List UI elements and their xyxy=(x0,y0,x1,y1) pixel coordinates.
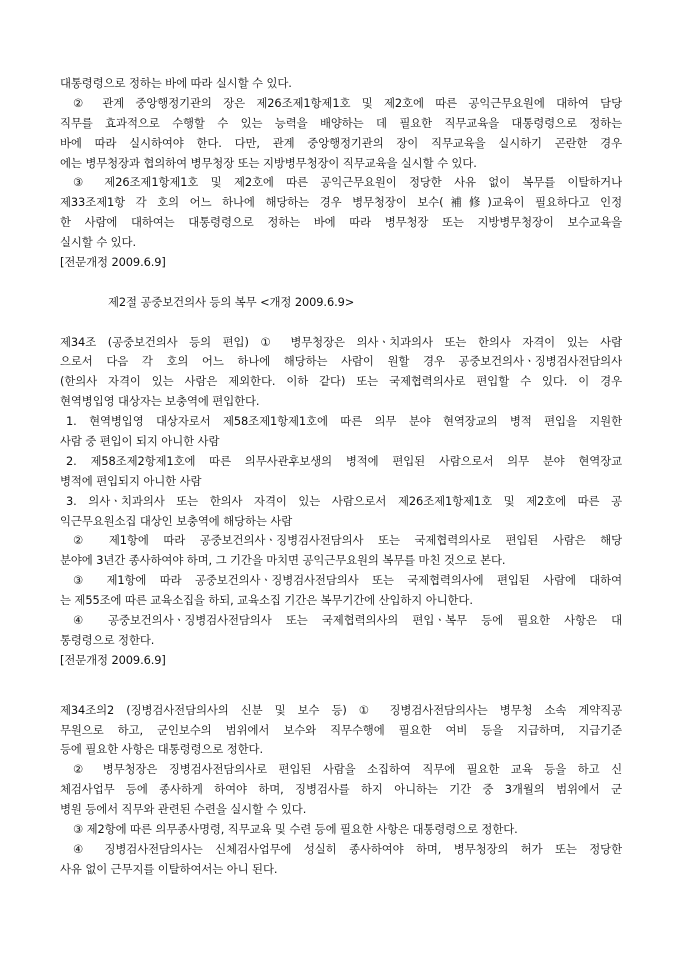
paragraph-line: ② 관계 중앙행정기관의 장은 제26조제1항제1호 및 제2호에 따른 공익근무요원에 대하여 담당 xyxy=(73,95,622,110)
amendment-note: [전문개정 2009.6.9] xyxy=(60,255,166,270)
text-line: (한의사 자격이 있는 사람은 제외한다. 이하 같다) 또는 국제협력의사로 편입할 수 있다. 이 경우 xyxy=(60,374,622,389)
list-item: 2. 제58조제2항제1호에 따른 의무사관후보생의 병적에 편입된 사람으로서 의무 분야 현역장교 xyxy=(66,453,622,468)
paragraph-line: ③ 제26조제1항제1호 및 제2호에 따른 공익근무요원이 정당한 사유 없이 복무를 이탈하거나 xyxy=(73,175,622,190)
text-line: 대통령령으로 정하는 바에 따라 실시할 수 있다. xyxy=(60,76,292,90)
text-line: 에는 병무청장과 협의하여 병무청장 또는 지방병무청장이 직무교육을 실시할 수 있다. xyxy=(60,155,477,170)
paragraph-line: ④ 징병검사전담의사는 신체검사업무에 성실히 종사하여야 하며, 병무청장의 허가 또는 정당한 xyxy=(73,841,622,856)
paragraph-line: ② 제1항에 따라 공중보건의사ㆍ징병검사전담의사 또는 국제협력의사로 편입된 사람은 해당 xyxy=(73,533,622,548)
article-title-line: 제34조 (공중보건의사 등의 편입) ① 병무청장은 의사ㆍ치과의사 또는 한의사 자격이 있는 사람 xyxy=(60,334,622,349)
text-line: 등에 필요한 사항은 대통령령으로 정한다. xyxy=(60,742,263,757)
text-line: 바에 따라 실시하여야 한다. 다만, 관계 중앙행정기관의 장이 직무교육을 실시하기 곤란한 경우 xyxy=(60,135,622,150)
article-title-line: 제34조의2 (징병검사전담의사의 신분 및 보수 등) ① 징병검사전담의사는 병무청 소속 계약직공 xyxy=(60,702,622,717)
text-line: 한 사람에 대하여는 대통령령으로 정하는 바에 따라 병무청장 또는 지방병무청장이 보수교육을 xyxy=(60,215,622,230)
text-line: 사유 없이 근무지를 이탈하여서는 아니 된다. xyxy=(60,861,278,876)
text-line: 실시할 수 있다. xyxy=(60,235,136,250)
text-line: 제33조제1항 각 호의 어느 하나에 해당하는 경우 병무청장이 보수(補修)교육이 필요하다고 인정 xyxy=(60,195,622,210)
paragraph-line: ④ 공중보건의사ㆍ징병검사전담의사 또는 국제협력의사의 편입ㆍ복무 등에 필요한 사항은 대 xyxy=(73,613,622,628)
paragraph-line: ② 병무청장은 징병검사전담의사로 편입된 사람을 소집하여 직무에 필요한 교육 등을 하고 신 xyxy=(73,762,622,777)
list-item: 3. 의사ㆍ치과의사 또는 한의사 자격이 있는 사람으로서 제26조제1항제1호 및 제2호에 따른 공 xyxy=(66,493,622,508)
text-line: 체검사업무 등에 종사하게 하여야 하며, 징병검사를 하지 아니하는 기간 중 3개월의 범위에서 군 xyxy=(60,782,622,797)
text-line: 통령령으로 정한다. xyxy=(60,632,155,647)
text-line: 는 제55조에 따른 교육소집을 하되, 교육소집 기간은 복무기간에 산입하지 아니한다. xyxy=(60,593,473,608)
paragraph-line: ③ 제2항에 따른 의무종사명령, 직무교육 및 수련 등에 필요한 사항은 대통령령으로 정한다. xyxy=(73,821,518,836)
text-line: 익근무요원소집 대상인 보충역에 해당하는 사람 xyxy=(60,513,293,528)
paragraph-line: ③ 제1항에 따라 공중보건의사ㆍ징병검사전담의사 또는 국제협력의사에 편입된 사람에 대하여 xyxy=(73,573,622,588)
text-line: 으로서 다음 각 호의 어느 하나에 해당하는 사람이 원할 경우 공중보건의사ㆍ징병검사전담의사 xyxy=(60,354,622,369)
list-item: 1. 현역병입영 대상자로서 제58조제1항제1호에 따른 의무 분야 현역장교의 병적 편입을 지원한 xyxy=(66,414,622,429)
text-line: 사람 중 편입이 되지 아니한 사람 xyxy=(60,434,220,449)
section-heading: 제2절 공중보건의사 등의 복무 <개정 2009.6.9> xyxy=(108,294,355,309)
text-line: 무원으로 하고, 군인보수의 범위에서 보수와 직무수행에 필요한 여비 등을 지급하며, 지급기준 xyxy=(60,722,622,737)
text-line: 병적에 편입되지 아니한 사람 xyxy=(60,473,202,488)
text-line: 분야에 3년간 종사하여야 하며, 그 기간을 마치면 공익근무요원의 복무를 마친 것으로 본다. xyxy=(60,553,506,568)
document-page xyxy=(60,74,622,880)
amendment-note: [전문개정 2009.6.9] xyxy=(60,652,166,667)
text-line: 직무를 효과적으로 수행할 수 있는 능력을 배양하는 데 필요한 직무교육을 대통령령으로 정하는 xyxy=(60,115,622,130)
text-line: 현역병입영 대상자는 보충역에 편입한다. xyxy=(60,394,260,409)
text-line: 병원 등에서 직무와 관련된 수련을 실시할 수 있다. xyxy=(60,802,307,817)
